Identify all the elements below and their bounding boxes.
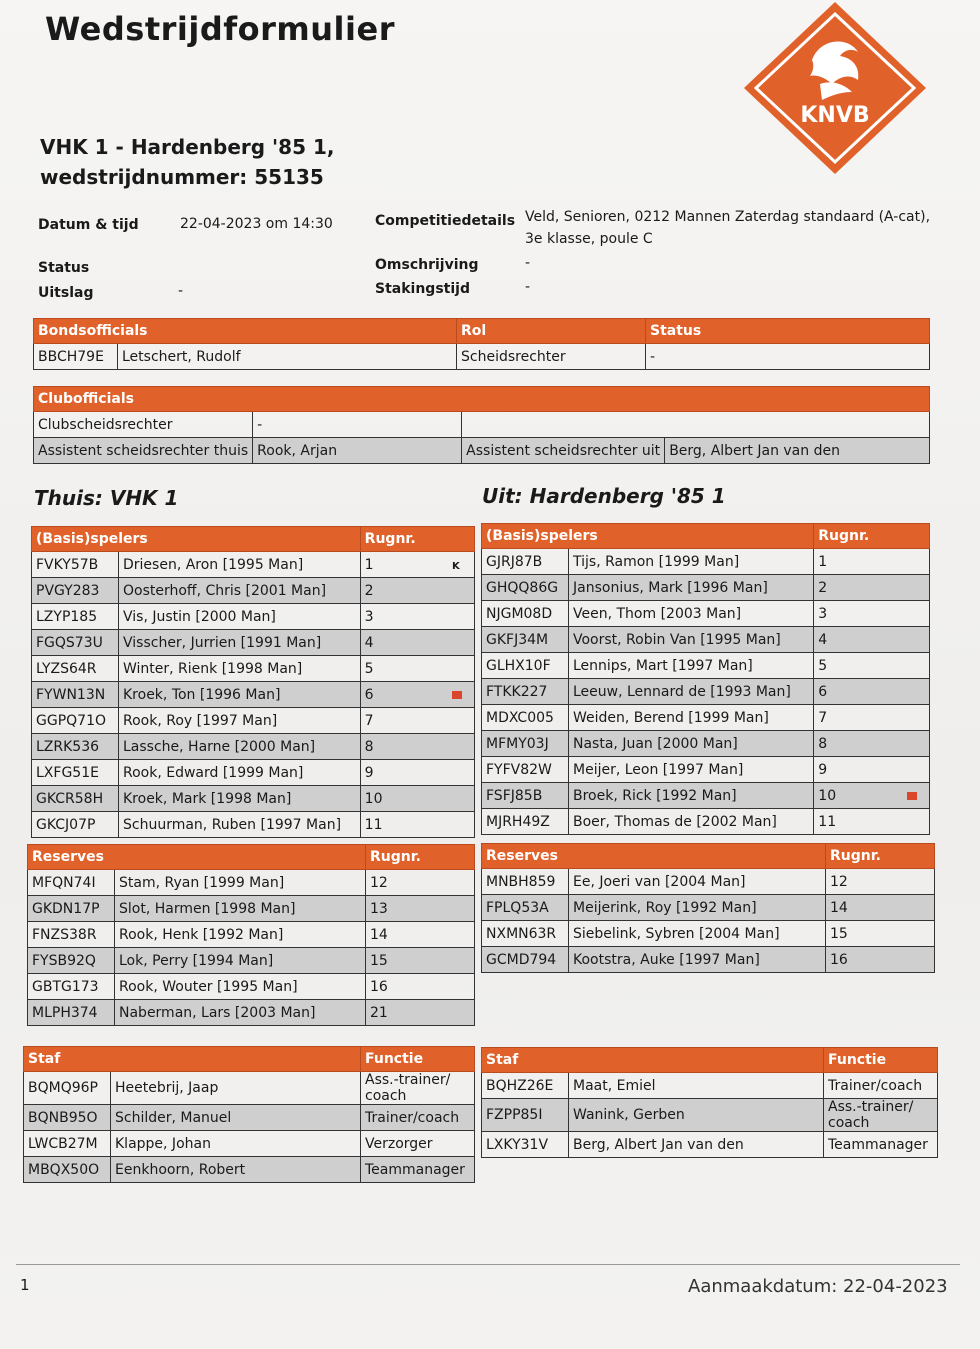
player-mark — [903, 575, 930, 601]
player-code: LXFG51E — [32, 760, 119, 786]
table-row — [32, 578, 475, 604]
page-number: 1 — [20, 1276, 30, 1294]
shirt-number: 2 — [814, 575, 903, 601]
datum-label: Datum & tijd — [38, 217, 139, 233]
home-team-title: Thuis: VHK 1 — [34, 486, 179, 510]
player-mark — [903, 783, 930, 809]
shirt-number: 12 — [826, 869, 935, 895]
player-name: Jansonius, Mark [1996 Man] — [569, 575, 814, 601]
home-players-table — [31, 526, 475, 838]
player-code: FVKY57B — [32, 552, 119, 578]
home-functie-header: Functie — [361, 1047, 475, 1072]
player-mark — [903, 601, 930, 627]
player-name: Oosterhoff, Chris [2001 Man] — [119, 578, 361, 604]
table-row — [482, 731, 930, 757]
clubref-label: Clubscheidsrechter — [34, 412, 253, 438]
table-row — [32, 552, 475, 578]
bondsofficials-header-row — [34, 319, 930, 344]
player-name: Schuurman, Ruben [1997 Man] — [119, 812, 361, 838]
staff-name: Maat, Emiel — [569, 1073, 824, 1099]
table-row — [482, 1099, 938, 1132]
match-number: wedstrijdnummer: 55135 — [40, 165, 324, 189]
player-code: FSFJ85B — [482, 783, 569, 809]
knvb-logo — [740, 0, 930, 175]
shirt-number: 11 — [814, 809, 903, 835]
player-name: Visscher, Jurrien [1991 Man] — [119, 630, 361, 656]
table-row — [482, 575, 930, 601]
official-name: Letschert, Rudolf — [118, 344, 457, 370]
shirt-number: 21 — [366, 1000, 475, 1026]
player-name: Meijer, Leon [1997 Man] — [569, 757, 814, 783]
shirt-number: 8 — [814, 731, 903, 757]
player-code: LYZS64R — [32, 656, 119, 682]
omschrijving-value: - — [525, 255, 531, 271]
player-code: GKCJ07P — [32, 812, 119, 838]
shirt-number: 3 — [360, 604, 448, 630]
reserve-name: Slot, Harmen [1998 Man] — [115, 896, 366, 922]
table-row — [482, 601, 930, 627]
table-row — [32, 786, 475, 812]
reserve-name: Lok, Perry [1994 Man] — [115, 948, 366, 974]
bondsofficials-table — [33, 318, 930, 370]
player-code: NJGM08D — [482, 601, 569, 627]
player-mark — [448, 630, 475, 656]
table-row — [32, 630, 475, 656]
shirt-number: 14 — [826, 895, 935, 921]
player-name: Voorst, Robin Van [1995 Man] — [569, 627, 814, 653]
match-title — [40, 132, 335, 192]
reserve-code: NXMN63R — [482, 921, 569, 947]
reserve-code: MNBH859 — [482, 869, 569, 895]
shirt-number: 9 — [814, 757, 903, 783]
player-name: Kroek, Ton [1996 Man] — [119, 682, 361, 708]
table-row — [34, 344, 930, 370]
card-icon — [452, 691, 462, 699]
shirt-number: 3 — [814, 601, 903, 627]
player-code: MFMY03J — [482, 731, 569, 757]
player-mark — [448, 656, 475, 682]
shirt-number: 10 — [814, 783, 903, 809]
reserve-name: Meijerink, Roy [1992 Man] — [569, 895, 826, 921]
shirt-number: 9 — [360, 760, 448, 786]
player-code: FTKK227 — [482, 679, 569, 705]
reserve-code: GCMD794 — [482, 947, 569, 973]
table-row — [24, 1072, 475, 1105]
shirt-number: 6 — [360, 682, 448, 708]
table-row — [482, 1073, 938, 1099]
player-code: GKFJ34M — [482, 627, 569, 653]
home-staf-table — [23, 1046, 475, 1183]
shirt-number: 4 — [814, 627, 903, 653]
staff-function: Trainer/coach — [824, 1073, 938, 1099]
staff-name: Heetebrij, Jaap — [111, 1072, 361, 1105]
away-functie-header: Functie — [824, 1048, 938, 1073]
home-reserves-table — [27, 844, 475, 1026]
creation-date: Aanmaakdatum: 22-04-2023 — [688, 1276, 948, 1297]
captain-mark: K — [452, 560, 460, 572]
ass-uit-value: Berg, Albert Jan van den — [665, 438, 930, 464]
staff-name: Eenkhoorn, Robert — [111, 1157, 361, 1183]
table-row — [482, 1132, 938, 1158]
stakingstijd-value: - — [525, 279, 531, 295]
datum-value: 22-04-2023 om 14:30 — [180, 216, 333, 232]
away-staf-table — [481, 1047, 938, 1158]
player-mark — [903, 705, 930, 731]
staff-code: LWCB27M — [24, 1131, 111, 1157]
staff-function: Verzorger — [361, 1131, 475, 1157]
table-row — [34, 438, 930, 464]
player-code: GKCR58H — [32, 786, 119, 812]
player-name: Vis, Justin [2000 Man] — [119, 604, 361, 630]
home-players-header — [32, 527, 475, 552]
clubofficials-table — [33, 386, 930, 464]
player-code: MJRH49Z — [482, 809, 569, 835]
staff-name: Schilder, Manuel — [111, 1105, 361, 1131]
official-status: - — [646, 344, 930, 370]
table-row — [32, 656, 475, 682]
shirt-number: 13 — [366, 896, 475, 922]
shirt-number: 10 — [360, 786, 448, 812]
official-code: BBCH79E — [34, 344, 118, 370]
player-name: Rook, Roy [1997 Man] — [119, 708, 361, 734]
shirt-number: 11 — [360, 812, 448, 838]
table-row — [482, 869, 935, 895]
ass-uit-label: Assistent scheidsrechter uit — [462, 438, 665, 464]
table-row — [482, 549, 930, 575]
away-reserves-rug-header: Rugnr. — [826, 844, 935, 869]
clubofficials-header-row — [34, 387, 930, 412]
table-row — [482, 757, 930, 783]
player-name: Veen, Thom [2003 Man] — [569, 601, 814, 627]
table-row — [28, 1000, 475, 1026]
home-reserves-header-label: Reserves — [28, 845, 366, 870]
table-row — [28, 922, 475, 948]
staff-function: Teammanager — [361, 1157, 475, 1183]
away-team-title: Uit: Hardenberg '85 1 — [482, 484, 726, 508]
player-mark — [448, 734, 475, 760]
away-reserves-header-label: Reserves — [482, 844, 826, 869]
away-players-table — [481, 523, 930, 835]
player-code: GLHX10F — [482, 653, 569, 679]
home-rug-header: Rugnr. — [360, 527, 474, 552]
clubref-value: - — [253, 412, 462, 438]
player-code: LZRK536 — [32, 734, 119, 760]
player-mark — [903, 679, 930, 705]
staff-code: BQMQ96P — [24, 1072, 111, 1105]
competitie-value-2: 3e klasse, poule C — [525, 231, 653, 247]
away-staf-header — [482, 1048, 938, 1073]
table-row — [32, 604, 475, 630]
reserve-code: GBTG173 — [28, 974, 115, 1000]
shirt-number: 12 — [366, 870, 475, 896]
uitslag-value: - — [178, 283, 184, 299]
table-row — [24, 1131, 475, 1157]
player-mark — [903, 757, 930, 783]
player-mark — [448, 578, 475, 604]
table-row — [482, 921, 935, 947]
table-row — [482, 627, 930, 653]
stakingstijd-label: Stakingstijd — [375, 281, 470, 297]
table-row — [482, 947, 935, 973]
staff-code: LXKY31V — [482, 1132, 569, 1158]
omschrijving-label: Omschrijving — [375, 257, 479, 273]
staff-function: Ass.-trainer/ coach — [361, 1072, 475, 1105]
shirt-number: 7 — [360, 708, 448, 734]
table-row — [482, 705, 930, 731]
shirt-number: 1 — [814, 549, 903, 575]
table-row — [482, 783, 930, 809]
reserve-code: FNZS38R — [28, 922, 115, 948]
player-code: GGPQ71O — [32, 708, 119, 734]
reserve-name: Ee, Joeri van [2004 Man] — [569, 869, 826, 895]
reserve-name: Rook, Wouter [1995 Man] — [115, 974, 366, 1000]
table-row — [28, 948, 475, 974]
player-code: FGQS73U — [32, 630, 119, 656]
player-name: Rook, Edward [1999 Man] — [119, 760, 361, 786]
player-name: Lennips, Mart [1997 Man] — [569, 653, 814, 679]
shirt-number: 5 — [360, 656, 448, 682]
page-title: Wedstrijdformulier — [45, 10, 395, 48]
table-row — [32, 812, 475, 838]
staff-name: Klappe, Johan — [111, 1131, 361, 1157]
table-row — [32, 708, 475, 734]
official-rol: Scheidsrechter — [457, 344, 646, 370]
player-mark — [448, 682, 475, 708]
home-staf-header — [24, 1047, 475, 1072]
shirt-number: 15 — [826, 921, 935, 947]
shirt-number: 5 — [814, 653, 903, 679]
player-name: Winter, Rienk [1998 Man] — [119, 656, 361, 682]
table-row — [32, 760, 475, 786]
away-staf-header-label: Staf — [482, 1048, 824, 1073]
competitie-value-1: Veld, Senioren, 0212 Mannen Zaterdag standaard (A-cat), — [525, 209, 931, 225]
player-mark — [448, 812, 475, 838]
staff-code: FZPP85I — [482, 1099, 569, 1132]
reserve-code: GKDN17P — [28, 896, 115, 922]
player-mark — [448, 552, 475, 578]
footer-divider — [16, 1264, 960, 1265]
home-staf-header-label: Staf — [24, 1047, 361, 1072]
ass-thuis-value: Rook, Arjan — [253, 438, 462, 464]
reserve-name: Stam, Ryan [1999 Man] — [115, 870, 366, 896]
table-row — [482, 809, 930, 835]
uitslag-label: Uitslag — [38, 285, 94, 301]
table-row — [24, 1105, 475, 1131]
ass-thuis-label: Assistent scheidsrechter thuis — [34, 438, 253, 464]
player-name: Broek, Rick [1992 Man] — [569, 783, 814, 809]
player-code: GHQQ86G — [482, 575, 569, 601]
player-mark — [903, 549, 930, 575]
player-code: FYWN13N — [32, 682, 119, 708]
status-label: Status — [38, 260, 90, 276]
reserve-name: Kootstra, Auke [1997 Man] — [569, 947, 826, 973]
home-reserves-header — [28, 845, 475, 870]
away-players-header — [482, 524, 930, 549]
player-name: Lassche, Harne [2000 Man] — [119, 734, 361, 760]
shirt-number: 15 — [366, 948, 475, 974]
player-code: PVGY283 — [32, 578, 119, 604]
staff-function: Teammanager — [824, 1132, 938, 1158]
home-reserves-rug-header: Rugnr. — [366, 845, 475, 870]
player-mark — [448, 604, 475, 630]
player-code: MDXC005 — [482, 705, 569, 731]
player-code: GJRJ87B — [482, 549, 569, 575]
home-basis-header: (Basis)spelers — [32, 527, 361, 552]
table-row — [28, 870, 475, 896]
player-name: Nasta, Juan [2000 Man] — [569, 731, 814, 757]
staff-name: Berg, Albert Jan van den — [569, 1132, 824, 1158]
shirt-number: 1 — [360, 552, 448, 578]
player-name: Boer, Thomas de [2002 Man] — [569, 809, 814, 835]
reserve-code: MLPH374 — [28, 1000, 115, 1026]
reserve-name: Rook, Henk [1992 Man] — [115, 922, 366, 948]
shirt-number: 6 — [814, 679, 903, 705]
away-basis-header: (Basis)spelers — [482, 524, 814, 549]
table-row — [28, 974, 475, 1000]
player-code: FYFV82W — [482, 757, 569, 783]
shirt-number: 4 — [360, 630, 448, 656]
player-code: LZYP185 — [32, 604, 119, 630]
away-rug-header: Rugnr. — [814, 524, 930, 549]
reserve-code: FYSB92Q — [28, 948, 115, 974]
player-name: Driesen, Aron [1995 Man] — [119, 552, 361, 578]
staff-function: Trainer/coach — [361, 1105, 475, 1131]
table-row — [482, 653, 930, 679]
player-mark — [448, 760, 475, 786]
staff-code: MBQX50O — [24, 1157, 111, 1183]
player-mark — [903, 627, 930, 653]
staff-code: BQHZ26E — [482, 1073, 569, 1099]
player-mark — [448, 708, 475, 734]
staff-name: Wanink, Gerben — [569, 1099, 824, 1132]
shirt-number: 7 — [814, 705, 903, 731]
away-reserves-header — [482, 844, 935, 869]
table-row — [32, 682, 475, 708]
player-name: Weiden, Berend [1999 Man] — [569, 705, 814, 731]
player-mark — [903, 731, 930, 757]
reserve-code: FPLQ53A — [482, 895, 569, 921]
shirt-number: 8 — [360, 734, 448, 760]
player-mark — [448, 786, 475, 812]
table-row — [34, 412, 930, 438]
player-name: Kroek, Mark [1998 Man] — [119, 786, 361, 812]
clubofficials-header: Clubofficials — [34, 387, 930, 412]
table-row — [482, 895, 935, 921]
match-line1: VHK 1 - Hardenberg '85 1, — [40, 135, 335, 159]
shirt-number: 14 — [366, 922, 475, 948]
player-mark — [903, 653, 930, 679]
bondsofficials-header: Bondsofficials — [34, 319, 457, 344]
staff-function: Ass.-trainer/ coach — [824, 1099, 938, 1132]
table-row — [28, 896, 475, 922]
reserve-name: Naberman, Lars [2003 Man] — [115, 1000, 366, 1026]
shirt-number: 2 — [360, 578, 448, 604]
away-reserves-table — [481, 843, 935, 973]
table-row — [32, 734, 475, 760]
logo-text: KNVB — [800, 103, 870, 128]
competitie-label: Competitiedetails — [375, 213, 516, 229]
table-row — [24, 1157, 475, 1183]
table-row — [482, 679, 930, 705]
reserve-name: Siebelink, Sybren [2004 Man] — [569, 921, 826, 947]
shirt-number: 16 — [826, 947, 935, 973]
staff-code: BQNB95O — [24, 1105, 111, 1131]
card-icon — [907, 792, 917, 800]
player-name: Tijs, Ramon [1999 Man] — [569, 549, 814, 575]
reserve-code: MFQN74I — [28, 870, 115, 896]
rol-header: Rol — [457, 319, 646, 344]
player-mark — [903, 809, 930, 835]
player-name: Leeuw, Lennard de [1993 Man] — [569, 679, 814, 705]
shirt-number: 16 — [366, 974, 475, 1000]
status-header: Status — [646, 319, 930, 344]
